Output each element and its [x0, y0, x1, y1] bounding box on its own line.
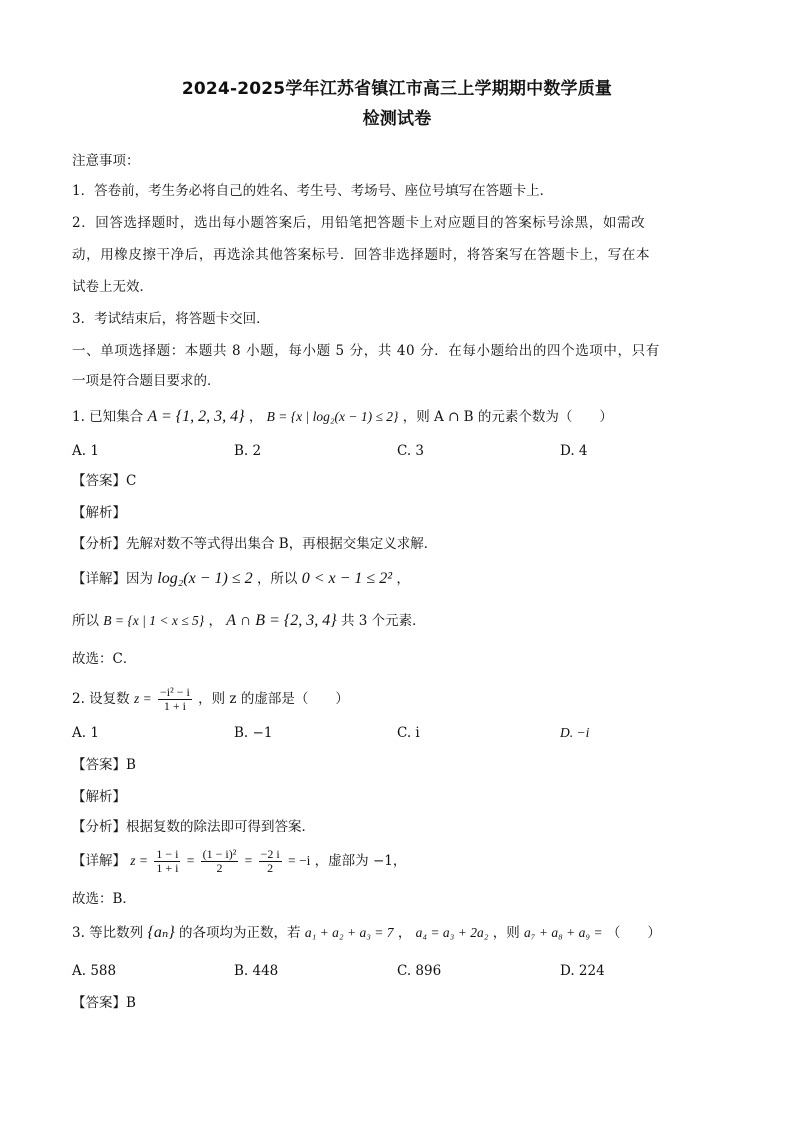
- q1-detail-line2: [72, 612, 426, 630]
- q2-conclusion: 故选：B．: [72, 891, 136, 907]
- q3-mid1: 的各项均为正数，若: [179, 925, 301, 941]
- q2-suffix: ，则 z 的虚部是（ ）: [198, 691, 349, 707]
- notes-item-2-line1: 2．回答选择题时，选出每小题答案后，用铅笔把答题卡上对应题目的答案标号涂黑，如需改: [72, 215, 646, 231]
- q3-mid2: ，则: [492, 925, 520, 941]
- question-3-stem: [72, 924, 661, 942]
- q1-detail2-label: 所以: [72, 613, 99, 629]
- q2-detail-label: 【详解】: [72, 853, 126, 869]
- q1-detail2-mid: ，: [208, 613, 222, 629]
- q2-detail-frac2-den: 2: [216, 861, 223, 875]
- q1-set-a: A = {1, 2, 3, 4}: [147, 408, 245, 425]
- q1-option-a: A. 1: [72, 443, 99, 459]
- notes-item-3: 3．考试结束后，将答题卡交回．: [72, 311, 270, 327]
- q2-prefix: 2. 设复数: [72, 691, 130, 707]
- q1-detail-mid: ，所以: [256, 571, 298, 587]
- q2-answer: 【答案】B: [72, 757, 136, 773]
- q3-answer: 【答案】B: [72, 995, 136, 1011]
- q1-fenxi: 【分析】先解对数不等式得出集合 B，再根据交集定义求解．: [72, 536, 438, 552]
- question-1-stem: 1. 已知集合 A = {1, 2, 3, 4} ， B = {x | log₂(x − 1) ≤ 2} ，则 A ∩ B 的元素个数为（ ）: [72, 408, 613, 425]
- q3-option-c: C. 896: [397, 963, 442, 979]
- q1-detail2-end: 共 3 个元素．: [340, 613, 426, 629]
- q2-detail-result: = −i: [288, 853, 311, 868]
- q1-suffix: ，则 A ∩ B 的元素个数为（ ）: [402, 409, 613, 425]
- q2-z-eq: z =: [133, 691, 152, 706]
- q1-analysis-label: 【解析】: [72, 505, 126, 521]
- q1-answer: 【答案】C: [72, 473, 137, 489]
- q2-detail-eq2: =: [244, 853, 253, 868]
- q1-detail2-math2: A ∩ B = {2, 3, 4}: [226, 612, 337, 629]
- q3-cond1: a₁ + a₂ + a₃ = 7: [304, 925, 394, 940]
- page-title-line1: 2024-2025学年江苏省镇江市高三上学期期中数学质量: [181, 79, 613, 99]
- q2-detail-frac1-den: 1 + i: [156, 861, 179, 875]
- q2-detail-frac2: [201, 848, 239, 875]
- q2-fraction: [158, 686, 192, 713]
- notes-item-1: 1．答卷前，考生务必将自己的姓名、考生号、考场号、座位号填写在答题卡上．: [72, 183, 554, 199]
- question-2-stem: [72, 684, 349, 714]
- q2-detail-frac3-den: 2: [267, 861, 274, 875]
- q2-detail-tail: ，虚部为 −1，: [314, 853, 407, 869]
- q3-option-b: B. 448: [234, 963, 279, 979]
- notes-item-2-line3: 试卷上无效．: [72, 279, 153, 295]
- q2-detail-z: z =: [130, 853, 149, 868]
- q3-option-d: D. 224: [560, 963, 605, 979]
- q1-detail-math2: 0 < x − 1 ≤ 2²: [301, 570, 393, 587]
- q1-detail-label: 【详解】因为: [72, 571, 153, 587]
- section-heading-line2: 一项是符合题目要求的．: [72, 373, 221, 389]
- q1-set-b: B = {x | log₂(x − 1) ≤ 2}: [266, 409, 399, 424]
- q3-seq: {aₙ}: [147, 924, 175, 941]
- q3-suffix: （ ）: [606, 925, 661, 941]
- q3-option-a: A. 588: [72, 963, 117, 979]
- q1-detail-line1: [72, 570, 410, 588]
- q3-comma: ，: [397, 925, 412, 941]
- notes-heading: 注意事项：: [72, 153, 140, 169]
- q2-detail-frac1-num: 1 − i: [156, 847, 179, 861]
- q2-frac-num: −i² − i: [160, 685, 190, 699]
- q2-option-a: A. 1: [72, 725, 99, 741]
- q1-detail2-math1: B = {x | 1 < x ≤ 5}: [103, 613, 205, 628]
- q3-prefix: 3. 等比数列: [72, 925, 144, 941]
- q2-option-c: C. i: [397, 725, 420, 741]
- q2-frac-den: 1 + i: [163, 699, 186, 713]
- q2-option-b: B. −1: [234, 725, 273, 741]
- q1-detail-math1: log₂(x − 1) ≤ 2: [157, 570, 253, 587]
- q1-detail-end: ，: [396, 571, 410, 587]
- q2-detail-frac2-num: (1 − i)²: [202, 847, 237, 861]
- q1-prefix: 1. 已知集合: [72, 409, 144, 425]
- q1-option-d: D. 4: [560, 443, 588, 459]
- q2-fenxi: 【分析】根据复数的除法即可得到答案．: [72, 819, 315, 835]
- q1-option-c: C. 3: [397, 443, 425, 459]
- q2-analysis-label: 【解析】: [72, 789, 126, 805]
- q1-conclusion: 故选：C．: [72, 651, 137, 667]
- q2-detail-frac1: [154, 848, 180, 875]
- q1-option-b: B. 2: [234, 443, 262, 459]
- section-heading-line1: 一、单项选择题：本题共 8 小题，每小题 5 分，共 40 分．在每小题给出的四个选项中，只有: [72, 343, 660, 359]
- q3-ask: a₇ + a₈ + a₉ =: [524, 925, 603, 940]
- page-title-line2: 检测试卷: [362, 109, 432, 129]
- q2-detail: [72, 846, 406, 876]
- q2-detail-frac3-num: −2 i: [260, 847, 280, 861]
- q2-detail-frac3: [259, 848, 282, 875]
- q3-cond2: a₄ = a₃ + 2a₂: [415, 925, 489, 940]
- q2-option-d: D. −i: [560, 725, 590, 740]
- q2-detail-eq1: =: [186, 853, 195, 868]
- notes-item-2-line2: 动，用橡皮擦干净后，再选涂其他答案标号．回答非选择题时，将答案写在答题卡上，写在本: [72, 247, 651, 263]
